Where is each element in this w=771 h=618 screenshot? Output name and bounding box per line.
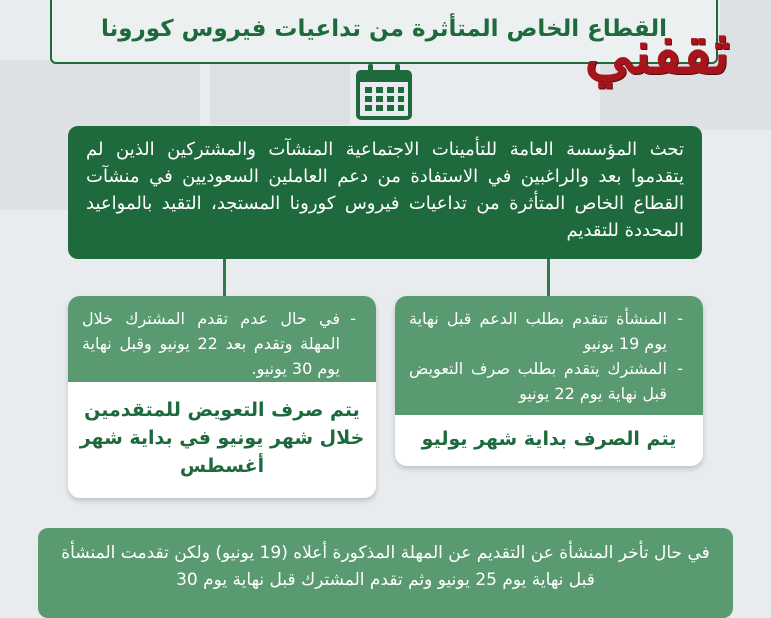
bottom-note [38,528,733,618]
connector-line [547,259,550,296]
page-title: القطاع الخاص المتأثرة من تداعيات فيروس كورونا [100,16,667,42]
background-block [210,60,350,125]
card-late [68,296,376,498]
bottom-note-text: في حال تأخر المنشأة عن التقديم عن المهلة المذكورة أعلاه (19 يونيو) ولكن تقدمت المنشأة قبل نهاية يوم 25 يونيو وثم تقدم المشترك قبل نهاية يوم 30 [61,543,710,590]
card-result: يتم صرف التعويض للمتقدمين خلال شهر يونيو في بداية شهر أغسطس [79,399,365,477]
watermark-logo: ثقفني [584,18,730,88]
list-item: - المشترك يتقدم بطلب صرف التعويض قبل نهاية يوم 22 يونيو [409,356,667,406]
card-conditions [68,296,376,382]
card-conditions [395,296,703,415]
calendar-icon [352,62,416,122]
list-item: - في حال عدم تقدم المشترك خلال المهلة وتقدم بعد 22 يونيو وقبل نهاية يوم 30 يونيو. [82,306,340,381]
list-item: - المنشأة تتقدم بطلب الدعم قبل نهاية يوم 19 يونيو [409,306,667,356]
intro-box [68,126,702,259]
card-result: يتم الصرف بداية شهر يوليو [421,428,677,450]
connector-line [223,259,226,296]
intro-text: تحث المؤسسة العامة للتأمينات الاجتماعية المنشآت والمشتركين الذين لم يتقدموا بعد والراغبين في الاستفادة من دعم العاملين السعوديين في منشآت القطاع الخاص المتأثرة من تداعيات فيروس كورونا المستجد، التقيد بالمواعيد المحددة للتقديم [86,139,684,241]
card-on-time [395,296,703,466]
